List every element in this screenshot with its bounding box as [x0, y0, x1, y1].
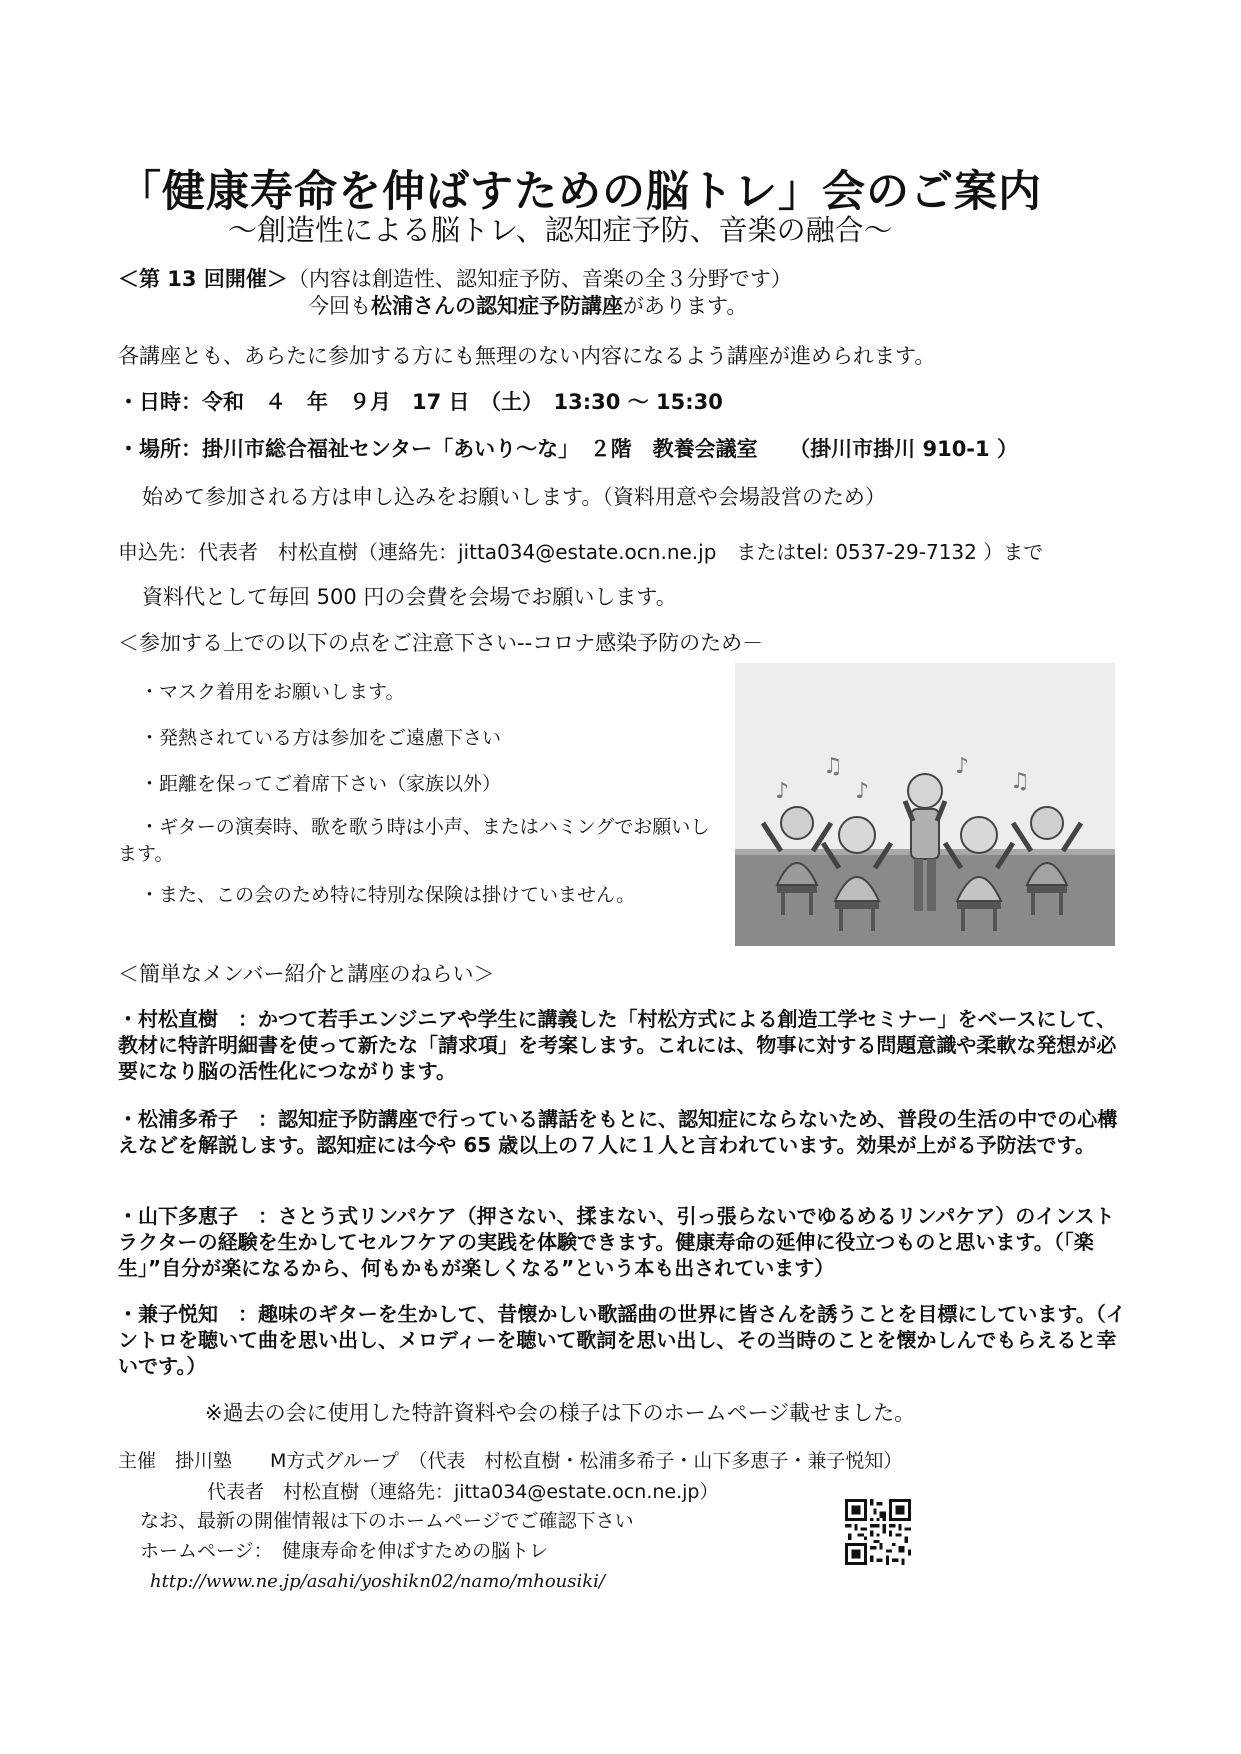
precaution-item: ・また、この会のため特に特別な保険は掛けていません。 [140, 884, 636, 906]
precautions-heading: ＜参加する上での以下の点をご注意下さい--コロナ感染予防のため－ [118, 631, 764, 655]
members-heading: ＜簡単なメンバー紹介と講座のねらい＞ [118, 962, 495, 986]
homepage-url[interactable]: http://www.ne.jp/asahi/yoshikn02/namo/mhousiki/ [150, 1571, 606, 1592]
representative-line: 代表者 村松直樹（連絡先：jitta034@estate.ocn.ne.jp） [207, 1481, 719, 1503]
session-note: （内容は創造性、認知症予防、音楽の全３分野です） [287, 267, 792, 291]
seniors-singing-illustration [735, 663, 1115, 946]
latest-info-note: なお、最新の開催情報は下のホームページでご確認下さい [140, 1510, 634, 1532]
precaution-item: ・マスク着用をお願いします。 [140, 681, 405, 703]
member-yamashita: ・山下多恵子 ：さとう式リンパケア（押さない、揉まない、引っ張らないでゆるめるリンパケア）のインストラクターの経験を生かしてセルフケアの実践を体験できます。健康寿命の延伸に役立つものと思います。（「楽生」”自分が楽になるから、何もかもが楽しくなる”という本も出されています） [118, 1204, 1115, 1280]
member-muramatsu: ・村松直樹 ：かつて若手エンジニアや学生に講義した「村松方式による創造工学セミナー」をベースにして、教材に特許明細書を使って新たな「請求項」を考案します。これには、物事に対する問題意識や柔軟な発想が必要になり脳の活性化につながります。 [118, 1007, 1117, 1083]
organizer-line: 主催 掛川塾 M方式グループ （代表 村松直樹・松浦多希子・山下多恵子・兼子悦知） [118, 1450, 903, 1472]
session-line2-a: 今回も [308, 294, 371, 318]
session-highlight: 松浦さんの認知症予防講座 [371, 294, 623, 318]
svg-text:♪: ♪ [775, 779, 790, 804]
session-line [118, 263, 792, 293]
member-kaneko: ・兼子悦知 ：趣味のギターを生かして、昔懐かしい歌謡曲の世界に皆さんを誘うことを目標にしています。（イントロを聴いて曲を思い出し、メロディーを聴いて歌詞を思い出し、その当時のことを懐かしんでもらえると幸いです。） [118, 1302, 1126, 1378]
page-subtitle: ～創造性による脳トレ、認知症予防、音楽の融合～ [228, 213, 893, 247]
qr-code-icon[interactable] [845, 1499, 911, 1565]
session-line2-c: があります。 [623, 294, 748, 318]
svg-text:♫: ♫ [823, 754, 843, 779]
svg-text:♪: ♪ [855, 779, 870, 804]
session-line-2 [308, 290, 747, 320]
intro-text: 各講座とも、あらたに参加する方にも無理のない内容になるよう講座が進められます。 [118, 344, 936, 368]
first-time-note: 始めて参加される方は申し込みをお願いします。（資料用意や会場設営のため） [142, 485, 886, 509]
precaution-item: ・発熱されている方は参加をご遠慮下さい [140, 727, 502, 749]
homepage-label: ホームページ： 健康寿命を伸ばすための脳トレ [140, 1540, 549, 1562]
precaution-item: ・距離を保ってご着席下さい（家族以外） [140, 773, 502, 795]
page-title: 「健康寿命を伸ばすための脳トレ」会のご案内 [118, 167, 1042, 217]
event-datetime: ・日時：令和 ４ 年 ９月 17 日 （土） 13:30 ～ 15:30 [118, 390, 723, 414]
past-materials-note: ※過去の会に使用した特許資料や会の様子は下のホームページ載せました。 [205, 1401, 916, 1425]
svg-text:♫: ♫ [1010, 769, 1030, 794]
fee-note: 資料代として毎回 500 円の会費を会場でお願いします。 [142, 585, 677, 609]
member-matsuura: ・松浦多希子 ：認知症予防講座で行っている講話をもとに、認知症にならないため、普段の生活の中での心構えなどを解説します。認知症には今や 65 歳以上の７人に１人と言われています。効果が上がる予防法です。 [118, 1107, 1118, 1157]
session-label: ＜第 13 回開催＞ [118, 267, 288, 291]
contact-line: 申込先：代表者 村松直樹（連絡先：jitta034@estate.ocn.ne.jp またはtel: 0537-29-7132 ）まで [118, 540, 1044, 564]
precaution-item: ・ギターの演奏時、歌を歌う時は小声、またはハミングでお願いします。 [118, 816, 710, 865]
svg-text:♪: ♪ [955, 754, 970, 779]
event-place: ・場所：掛川市総合福祉センター「あいり～な」 ２階 教養会議室 （掛川市掛川 910-1 ） [118, 437, 1018, 461]
